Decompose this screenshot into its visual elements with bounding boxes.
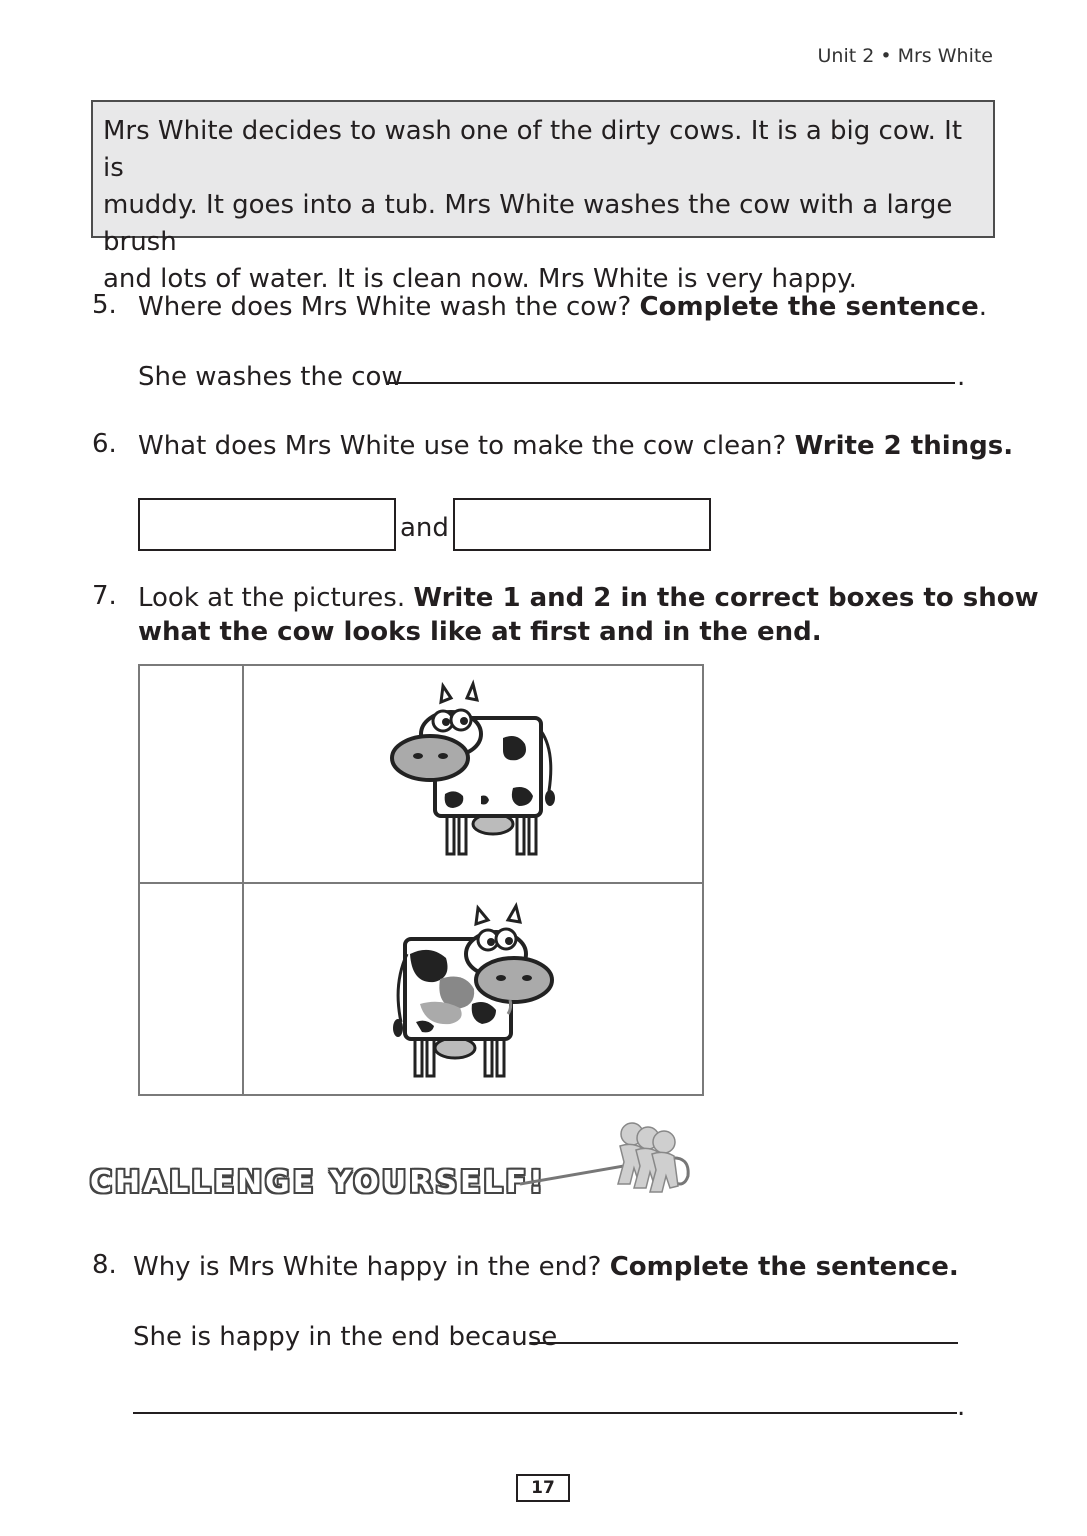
question-8-answer-period: . xyxy=(957,1392,966,1422)
question-7-instruction-line-1: Write 1 and 2 in the correct boxes to show xyxy=(413,583,1039,613)
question-5-instruction: Complete the sentence xyxy=(639,292,979,322)
question-6-answer-box-2[interactable] xyxy=(453,498,711,551)
order-number-box-2[interactable] xyxy=(140,882,242,1098)
question-8-number: 8. xyxy=(92,1250,117,1280)
tug-of-war-figures-icon xyxy=(520,1118,700,1208)
question-6-number: 6. xyxy=(92,429,117,459)
muddy-cow-image xyxy=(380,894,565,1084)
question-5-prompt: Where does Mrs White wash the cow? xyxy=(138,292,632,322)
question-7-prompt: Look at the pictures. xyxy=(138,583,406,613)
question-5-number: 5. xyxy=(92,290,117,320)
question-8-answer-line-1[interactable] xyxy=(530,1342,958,1344)
question-5-text xyxy=(138,290,987,324)
question-5-answer-line[interactable] xyxy=(389,382,955,384)
question-7-number: 7. xyxy=(92,581,117,611)
question-6-prompt: What does Mrs White use to make the cow clean? xyxy=(138,431,787,461)
passage-line: and lots of water. It is clean now. Mrs White is very happy. xyxy=(103,264,857,294)
question-5-stem: She washes the cow xyxy=(138,362,403,392)
question-6-joiner: and xyxy=(400,513,449,543)
question-8-prompt: Why is Mrs White happy in the end? xyxy=(133,1252,602,1282)
question-7-text xyxy=(138,581,1039,649)
clean-cow-image xyxy=(385,676,570,861)
question-6-instruction: Write 2 things. xyxy=(794,431,1014,461)
picture-ordering-table xyxy=(138,664,704,1096)
passage-line: muddy. It goes into a tub. Mrs White washes the cow with a large brush xyxy=(103,190,953,257)
question-5-period: . xyxy=(978,292,987,322)
question-8-answer-line-2[interactable] xyxy=(133,1412,957,1414)
reading-passage xyxy=(91,100,995,294)
table-divider-vertical xyxy=(242,666,244,1094)
question-8-text xyxy=(133,1250,959,1284)
question-8-stem: She is happy in the end because xyxy=(133,1322,558,1352)
question-7-instruction-line-2: what the cow looks like at first and in the end. xyxy=(138,617,822,647)
question-6-answer-box-1[interactable] xyxy=(138,498,396,551)
question-5-answer-period: . xyxy=(957,362,966,392)
question-8-instruction: Complete the sentence. xyxy=(609,1252,959,1282)
unit-header: Unit 2 • Mrs White xyxy=(817,45,993,67)
passage-line: Mrs White decides to wash one of the dirty cows. It is a big cow. It is xyxy=(103,116,963,183)
question-6-text xyxy=(138,429,1013,463)
page-number: 17 xyxy=(516,1474,570,1502)
order-number-box-1[interactable] xyxy=(140,666,242,882)
challenge-yourself-banner: CHALLENGE YOURSELF! xyxy=(90,1165,546,1200)
